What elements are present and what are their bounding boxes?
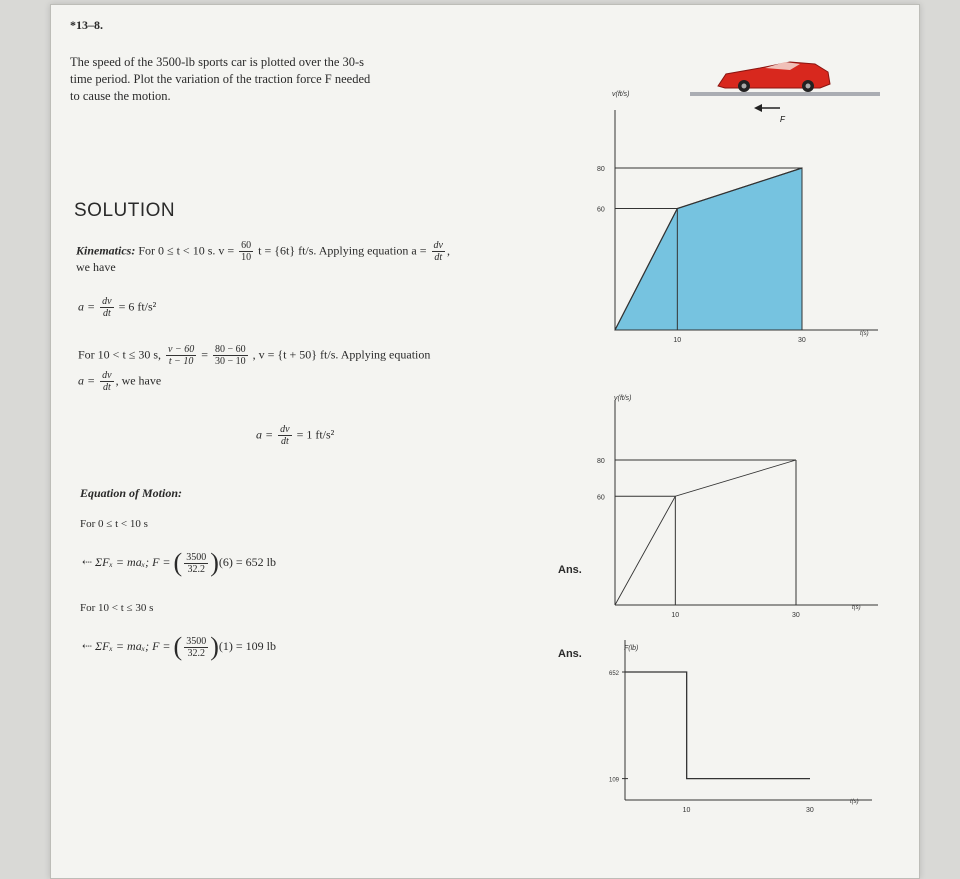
problem-line-3: to cause the motion. <box>70 89 171 103</box>
velocity-curve <box>615 460 796 605</box>
kinematics-line-3: For 10 < t ≤ 30 s, $\frac{v - 60}{t - 10}$ = $\frac{80 - 60}{30 - 10}$ , v = {t + 50} ft/s. Applying equation <box>78 344 431 367</box>
problem-line-1: The speed of the 3500-lb sports car is plotted over the 30-s <box>70 55 365 69</box>
force-arrow-icon <box>754 104 780 112</box>
eom-range-1: For 0 ≤ t < 10 s <box>80 518 148 530</box>
y-tick-label: 60 <box>597 494 605 502</box>
sports-car-icon <box>690 62 880 96</box>
force-label: F <box>780 115 785 124</box>
y-tick-label: 60 <box>597 206 605 214</box>
solution-heading: SOLUTION <box>74 200 176 221</box>
force-eq-2: ⇠ ΣFₓ = maₓ; F = ( $\frac{3500}{32.2}$ )(1) = 109 lb <box>82 632 276 661</box>
kinematics-label: Kinematics: <box>76 243 136 258</box>
x-axis-label: t(s) <box>850 799 859 805</box>
y-axis-label: v(ft/s) <box>614 395 632 402</box>
force-chart <box>609 640 872 814</box>
x-tick-label: 30 <box>798 337 806 344</box>
acceleration-eq-1: a = $\frac{dv}{dt}$ = 6 ft/s² <box>78 296 157 319</box>
force-curve <box>625 672 810 779</box>
range-2: For 10 < t ≤ 30 s, <box>78 347 162 362</box>
y-axis-label: v(ft/s) <box>612 91 630 98</box>
problem-number: *13–8. <box>70 18 103 32</box>
x-tick-label: 10 <box>682 807 691 814</box>
velocity-chart-shaded <box>597 91 878 344</box>
problem-line-2: time period. Plot the variation of the traction force F needed <box>70 72 371 86</box>
answer-2: Ans. <box>558 648 582 660</box>
x-tick-label: 10 <box>673 337 682 344</box>
x-tick-label: 30 <box>792 612 800 619</box>
kinematics-line-4: a = $\frac{dv}{dt}$ , we have <box>78 370 162 393</box>
fraction-60-over-10: $\frac{60}{10}$ <box>241 240 252 263</box>
y-axis-label: F(lb) <box>624 645 639 652</box>
kinematics-part1: For 0 ≤ t < 10 s. v = <box>138 243 235 258</box>
y-tick-label: 652 <box>609 671 620 677</box>
y-tick-label: 80 <box>597 458 605 465</box>
kinematics-part2: t = {6t} ft/s. Applying equation a = <box>258 243 427 258</box>
answer-1: Ans. <box>558 564 582 576</box>
x-axis-label: t(s) <box>852 605 861 611</box>
kinematics-line-2: we have <box>76 260 116 274</box>
x-tick-label: 30 <box>806 807 814 814</box>
force-eq-1: ⇠ ΣFₓ = maₓ; F = ( $\frac{3500}{32.2}$ )(6) = 652 lb <box>82 548 276 577</box>
y-tick-label: 109 <box>609 777 620 784</box>
kinematics-line-1: Kinematics: For 0 ≤ t < 10 s. v = $\frac{60}{10}$ t = {6t} ft/s. Applying equation a = $\frac{dv}{dt}$ , <box>76 240 450 263</box>
acceleration-eq-2: a = $\frac{dv}{dt}$ = 1 ft/s² <box>256 424 335 447</box>
x-tick-label: 10 <box>671 612 680 619</box>
y-tick-label: 80 <box>597 166 605 173</box>
velocity-chart <box>597 395 878 619</box>
eom-range-2: For 10 < t ≤ 30 s <box>80 602 154 614</box>
x-axis-label: t(s) <box>860 331 869 337</box>
equation-of-motion-label: Equation of Motion: <box>80 486 183 500</box>
velocity-area <box>615 168 802 330</box>
fraction-dv-dt: $\frac{dv}{dt}$ <box>433 240 443 263</box>
